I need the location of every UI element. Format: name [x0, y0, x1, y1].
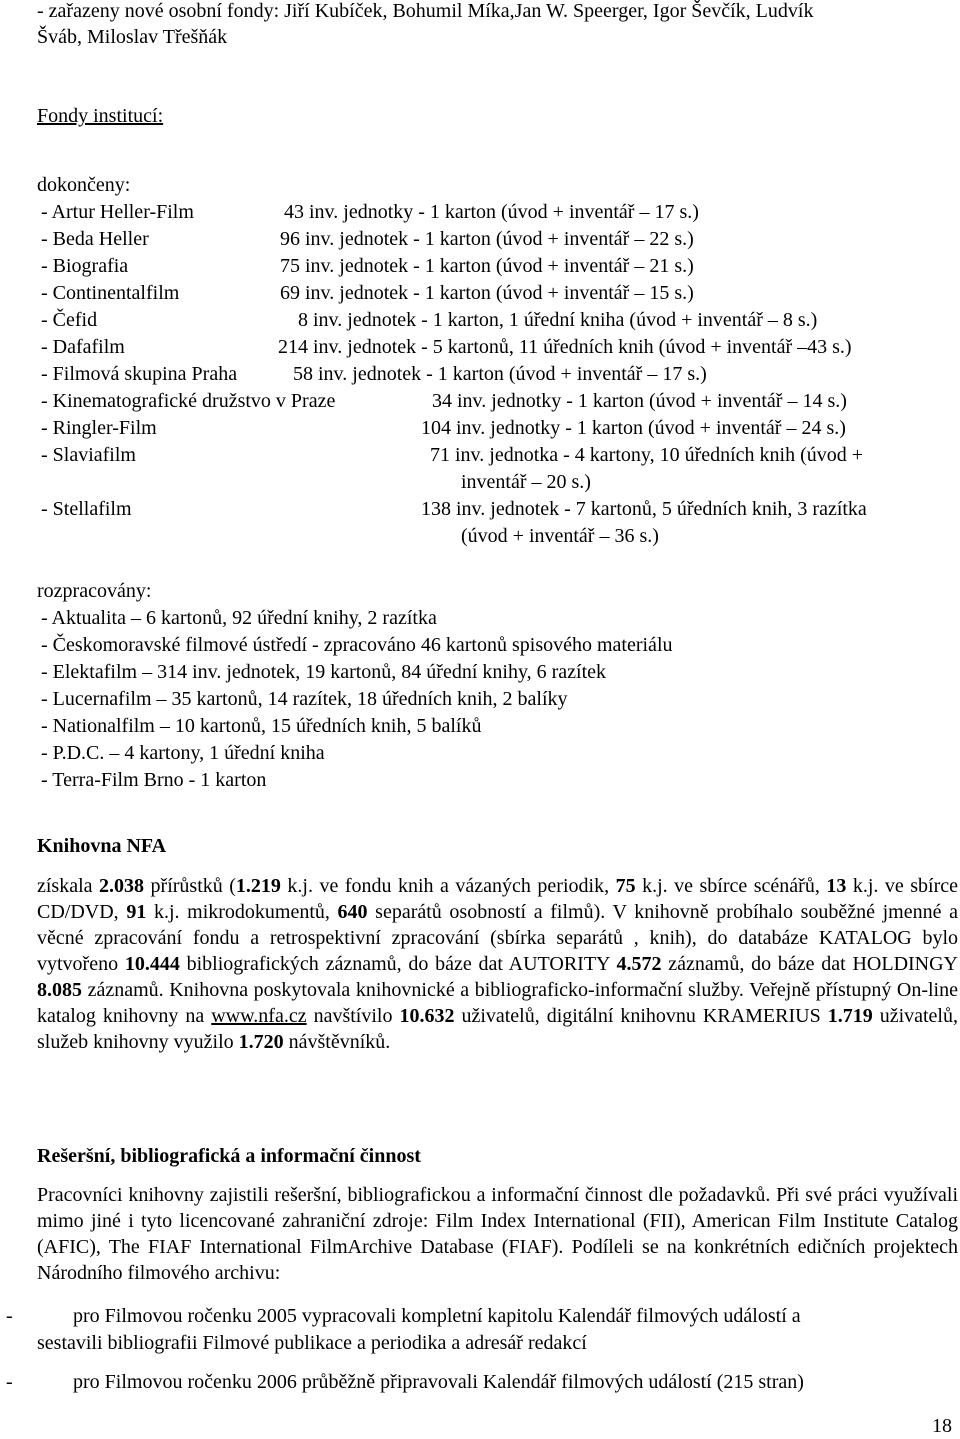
completed-name: - Filmová skupina Praha	[41, 363, 238, 385]
list-item: - Aktualita – 6 kartonů, 92 úřední knihy, 2 razítka	[41, 607, 437, 629]
library-heading: Knihovna NFA	[37, 835, 167, 857]
completed-desc: 71 inv. jednotka - 4 kartony, 10 úředních knih (úvod +	[430, 444, 864, 466]
bullet-1-line-2: sestavili bibliografii Filmové publikace a periodika a adresář redakcí	[37, 1332, 587, 1354]
bullet-2: pro Filmovou ročenku 2006 průběžně připravovali Kalendář filmových událostí (215 stran)	[73, 1371, 804, 1393]
bullet-dash: -	[6, 1305, 13, 1327]
bullet-1-line-1: pro Filmovou ročenku 2005 vypracovali kompletní kapitolu Kalendář filmových událostí a	[73, 1305, 801, 1327]
completed-desc: 43 inv. jednotky - 1 karton (úvod + inventář – 17 s.)	[284, 201, 699, 223]
completed-desc: 96 inv. jednotek - 1 karton (úvod + inventář – 22 s.)	[280, 228, 694, 250]
list-item: - Terra-Film Brno - 1 karton	[41, 769, 267, 791]
page-number: 18	[932, 1415, 952, 1437]
completed-desc-cont: inventář – 20 s.)	[461, 471, 591, 493]
list-item: - Lucernafilm – 35 kartonů, 14 razítek, 18 úředních knih, 2 balíky	[41, 688, 568, 710]
completed-desc: 214 inv. jednotek - 5 kartonů, 11 úředních knih (úvod + inventář –43 s.)	[278, 336, 852, 358]
list-item: - Elektafilm – 314 inv. jednotek, 19 kartonů, 84 úřední knihy, 6 razítek	[41, 661, 607, 683]
intro-line-1: - zařazeny nové osobní fondy: Jiří Kubíček, Bohumil Míka,Jan W. Speerger, Igor Ševčík, Ludvík	[37, 0, 814, 22]
nfa-link[interactable]: www.nfa.cz	[211, 1005, 307, 1027]
completed-name: - Biografia	[41, 255, 129, 277]
completed-heading: dokončeny:	[37, 174, 131, 196]
completed-desc: 104 inv. jednotky - 1 karton (úvod + inventář – 24 s.)	[421, 417, 846, 439]
completed-name: - Ringler-Film	[41, 417, 157, 439]
completed-name: - Čefid	[41, 309, 98, 331]
completed-desc: 34 inv. jednotky - 1 karton (úvod + inventář – 14 s.)	[432, 390, 847, 412]
research-heading: Rešeršní, bibliografická a informační činnost	[37, 1145, 421, 1167]
completed-desc-cont: (úvod + inventář – 36 s.)	[461, 525, 659, 547]
completed-name: - Artur Heller-Film	[41, 201, 194, 223]
completed-name: - Beda Heller	[41, 228, 149, 250]
completed-name: - Slaviafilm	[41, 444, 136, 466]
completed-name: - Stellafilm	[41, 498, 132, 520]
completed-name: - Continentalfilm	[41, 282, 180, 304]
completed-name: - Kinematografické družstvo v Praze	[41, 390, 336, 412]
list-item: - P.D.C. – 4 kartony, 1 úřední kniha	[41, 742, 325, 764]
in-progress-heading: rozpracovány:	[37, 580, 152, 602]
completed-desc: 58 inv. jednotek - 1 karton (úvod + inventář – 17 s.)	[293, 363, 707, 385]
list-item: - Českomoravské filmové ústředí - zpracováno 46 kartonů spisového materiálu	[41, 634, 673, 656]
bullet-dash: -	[6, 1371, 13, 1393]
completed-desc: 138 inv. jednotek - 7 kartonů, 5 úředních knih, 3 razítka	[421, 498, 867, 520]
intro-line-2: Šváb, Miloslav Třešňák	[37, 26, 228, 48]
institutions-heading: Fondy institucí:	[37, 105, 164, 127]
completed-desc: 75 inv. jednotek - 1 karton (úvod + inventář – 21 s.)	[280, 255, 694, 277]
completed-desc: 8 inv. jednotek - 1 karton, 1 úřední kniha (úvod + inventář – 8 s.)	[298, 309, 818, 331]
completed-desc: 69 inv. jednotek - 1 karton (úvod + inventář – 15 s.)	[280, 282, 694, 304]
list-item: - Nationalfilm – 10 kartonů, 15 úředních knih, 5 balíků	[41, 715, 482, 737]
research-paragraph: Pracovníci knihovny zajistili rešeršní, bibliografickou a informační činnost dle požadavků. Při své práci využívali mimo jiné i tyto licencované zahraniční zdroje: Film Index International (FII), American Film Institute Catalog (AFIC), The FIAF International FilmArchive Database (FIAF). Podíleli se na konkrétních edičních projektech Národního filmového archivu:	[37, 1184, 958, 1284]
completed-name: - Dafafilm	[41, 336, 125, 358]
library-paragraph: získala 2.038 přírůstků (1.219 k.j. ve fondu knih a vázaných periodik, 75 k.j. ve sbírce scénářů, 13 k.j. ve sbírce CD/DVD, 91 k.j. mikrodokumentů, 640 separátů osobností a filmů). V knihovně probíhalo souběžné jmenné a věcné zpracování fondu a retrospektivní zpracování (sbírka separátů , knih), do databáze KATALOG bylo vytvořeno 10.444 bibliografických záznamů, do báze dat AUTORITY 4.572 záznamů, do báze dat HOLDINGY 8.085 záznamů. Knihovna poskytovala knihovnické a bibliograficko-informační služby. Veřejně přístupný On-line katalog knihovny na www.nfa.cz navštívilo 10.632 uživatelů, digitální knihovnu KRAMERIUS 1.719 uživatelů, služeb knihovny využilo 1.720 návštěvníků.	[37, 875, 959, 1053]
